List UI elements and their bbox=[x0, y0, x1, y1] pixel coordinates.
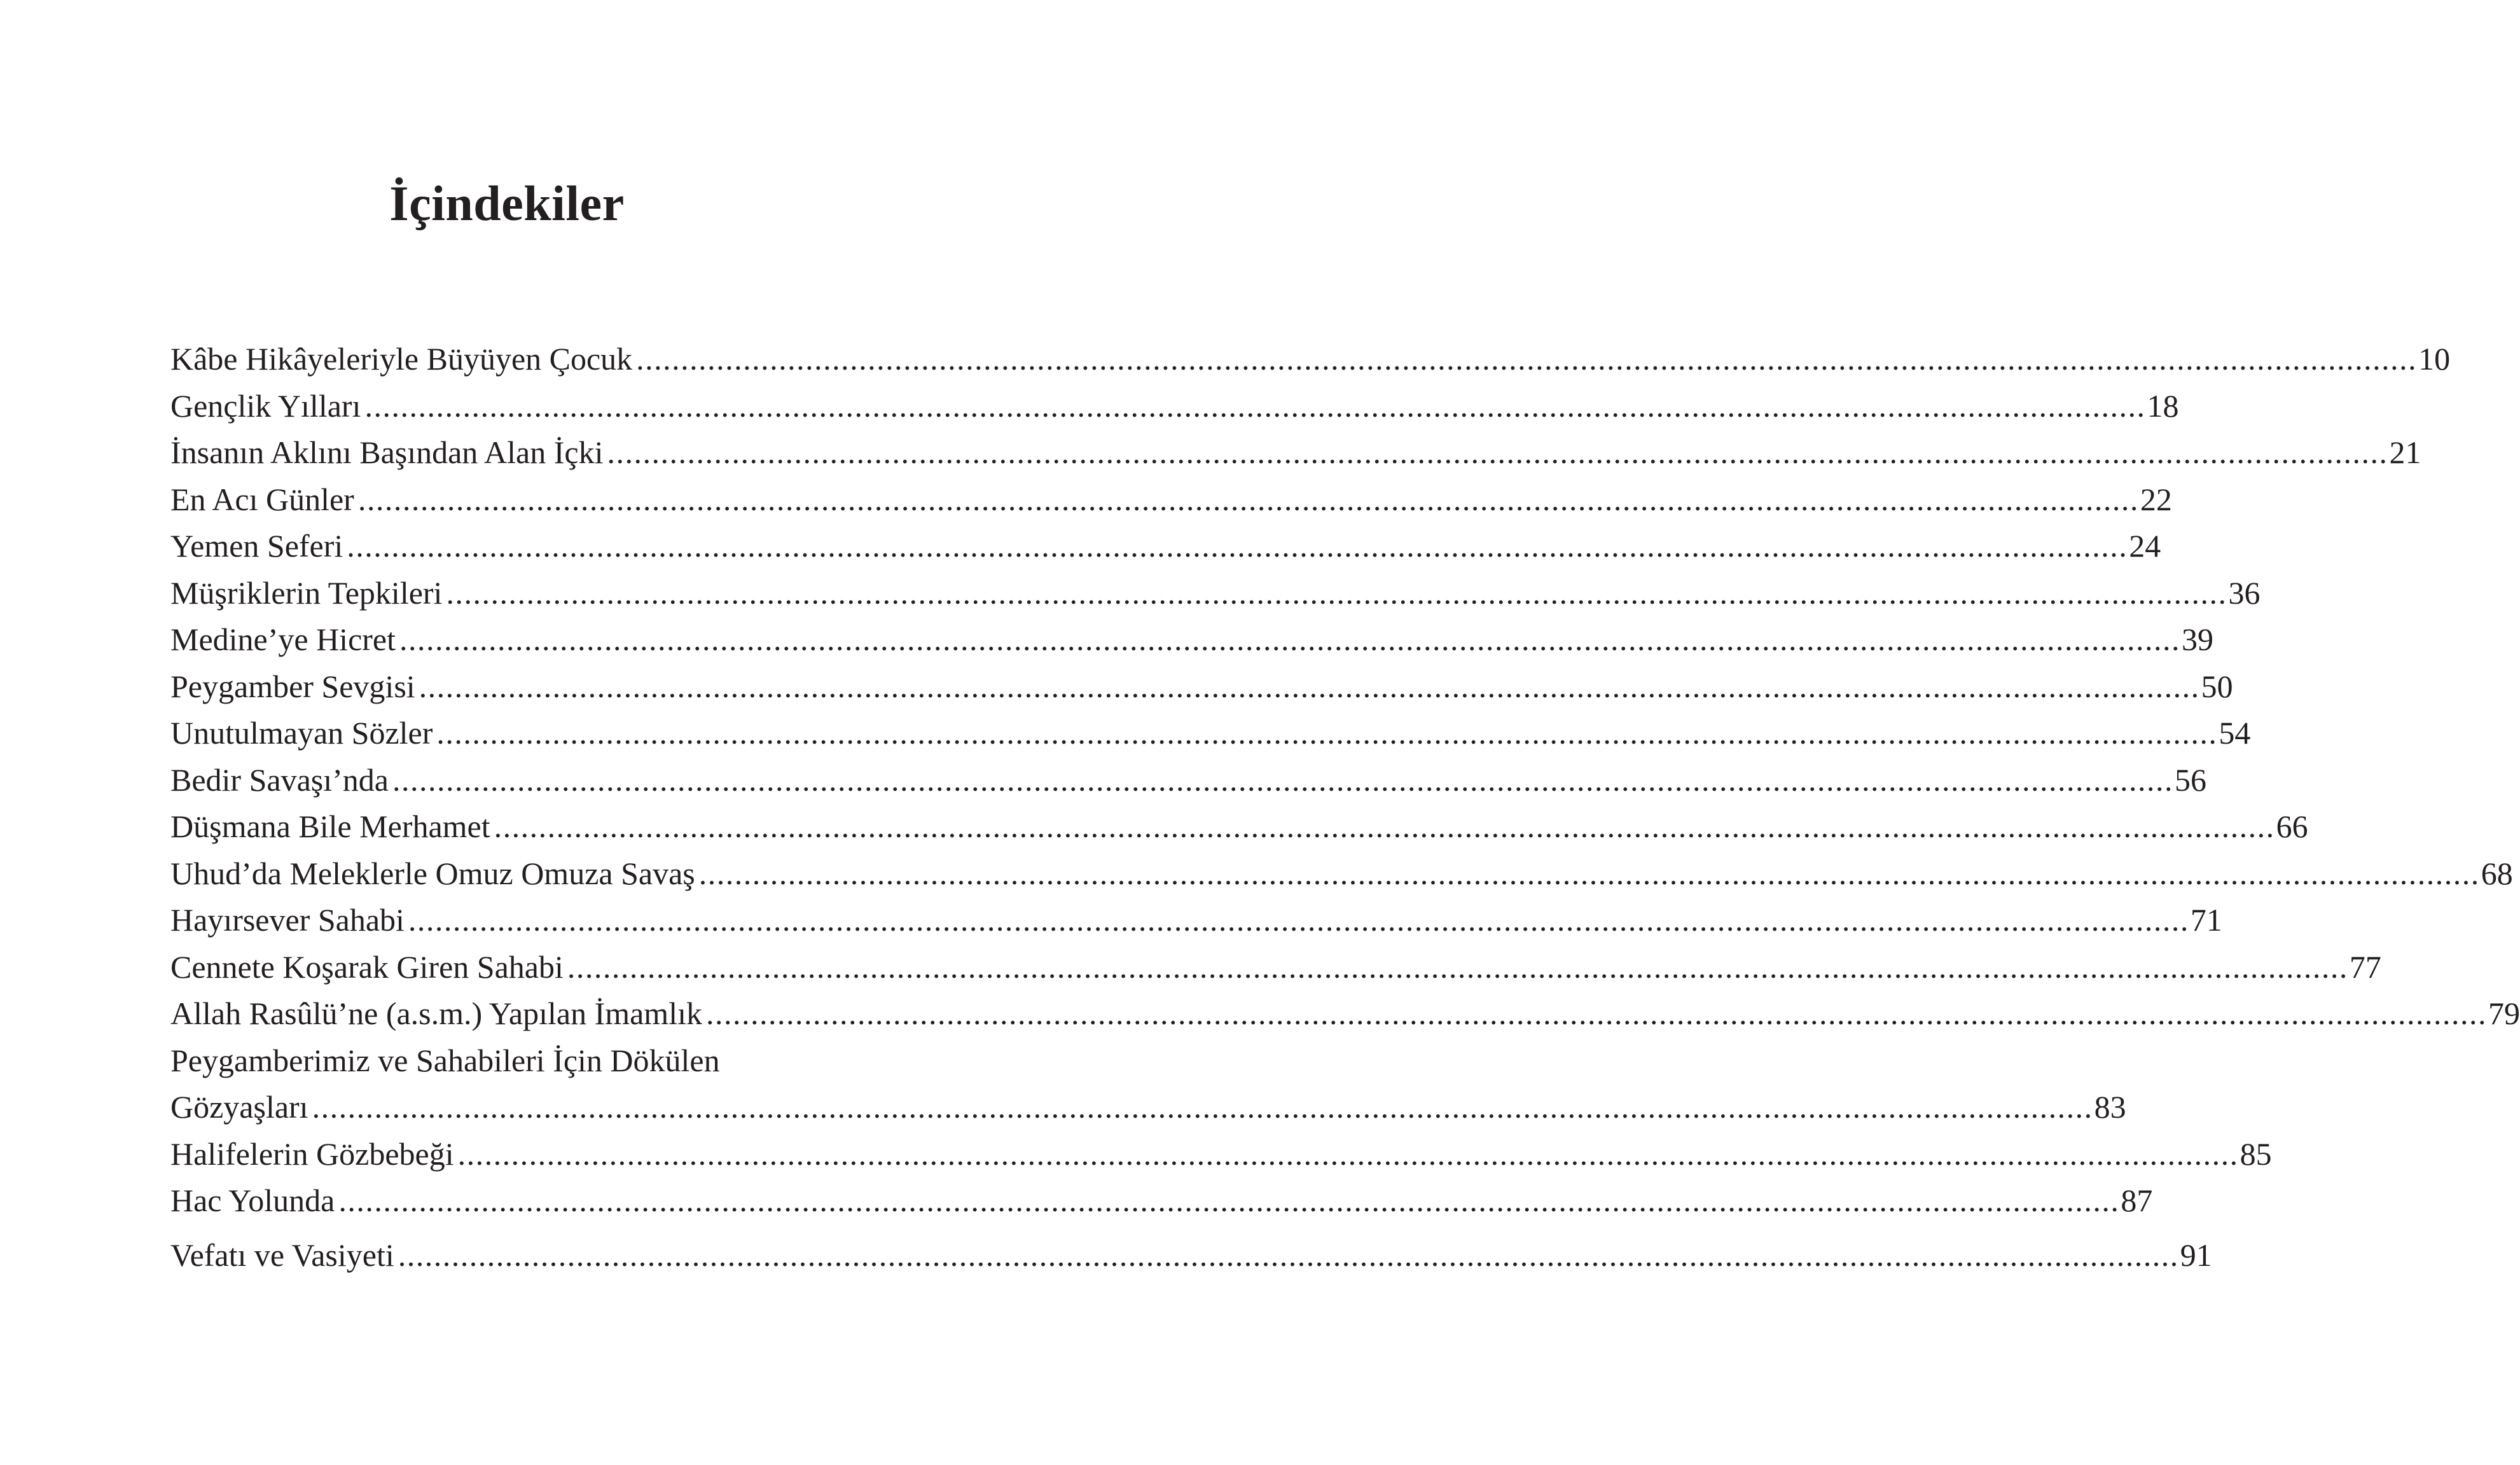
dot-leader bbox=[358, 476, 2139, 524]
toc-entry-title: Müşriklerin Tepkileri bbox=[170, 574, 443, 611]
toc-page-number: 68 bbox=[2481, 855, 2513, 891]
table-of-contents bbox=[170, 336, 2520, 1279]
dot-leader bbox=[347, 523, 2128, 570]
toc-entry-title: Uhud’da Meleklerle Omuz Omuza Savaş bbox=[170, 855, 695, 891]
toc-entry-title-line2: Gözyaşları bbox=[170, 1089, 308, 1125]
dot-leader bbox=[607, 429, 2388, 476]
dot-leader bbox=[392, 757, 2173, 804]
toc-entry[interactable] bbox=[170, 710, 2251, 757]
toc-page-number: 18 bbox=[2147, 387, 2179, 424]
dot-leader bbox=[567, 944, 2348, 991]
toc-entry-title: Kâbe Hikâyeleriyle Büyüyen Çocuk bbox=[170, 341, 633, 377]
toc-entry-title: Halifelerin Gözbebeği bbox=[170, 1135, 454, 1172]
toc-entry[interactable] bbox=[170, 897, 2222, 944]
dot-leader bbox=[436, 710, 2217, 757]
toc-entry[interactable] bbox=[170, 1131, 2272, 1178]
toc-entry-title: Bedir Savaşı’nda bbox=[170, 761, 389, 798]
toc-page-number: 71 bbox=[2190, 902, 2222, 938]
toc-entry[interactable] bbox=[170, 476, 2172, 524]
toc-page-number: 87 bbox=[2121, 1183, 2153, 1218]
toc-entry[interactable] bbox=[170, 523, 2161, 570]
toc-entry-title: Düşmana Bile Merhamet bbox=[170, 809, 490, 844]
toc-entry-title: Hayırsever Sahabi bbox=[170, 902, 405, 938]
page-title: İçindekiler bbox=[389, 176, 625, 231]
dot-leader bbox=[399, 616, 2180, 663]
dot-leader bbox=[494, 803, 2275, 851]
toc-page-number: 91 bbox=[2180, 1237, 2212, 1273]
dot-leader bbox=[364, 383, 2145, 430]
dot-leader bbox=[706, 990, 2487, 1038]
toc-entry-title: Allah Rasûlü’ne (a.s.m.) Yapılan İmamlık bbox=[170, 996, 702, 1031]
toc-page-number: 56 bbox=[2174, 761, 2206, 798]
toc-entry[interactable] bbox=[170, 990, 2520, 1038]
toc-entry[interactable] bbox=[170, 663, 2233, 711]
toc-entry-title: Cennete Koşarak Giren Sahabi bbox=[170, 948, 564, 985]
toc-entry[interactable] bbox=[170, 944, 2381, 991]
dot-leader bbox=[419, 663, 2200, 711]
toc-page-number: 22 bbox=[2140, 481, 2172, 517]
toc-entry-title: Medine’ye Hicret bbox=[170, 621, 396, 657]
toc-page-number: 66 bbox=[2276, 809, 2308, 844]
toc-page-number: 24 bbox=[2129, 528, 2161, 564]
toc-page-number: 10 bbox=[2418, 341, 2451, 377]
toc-page-number: 36 bbox=[2228, 574, 2260, 611]
dot-leader bbox=[699, 851, 2480, 898]
dot-leader bbox=[312, 1084, 2093, 1131]
toc-entry-title: Unutulmayan Sözler bbox=[170, 715, 433, 751]
toc-entry[interactable] bbox=[170, 803, 2308, 851]
toc-entry[interactable] bbox=[170, 383, 2179, 430]
toc-entry-title: En Acı Günler bbox=[170, 481, 354, 517]
dot-leader bbox=[398, 1232, 2179, 1279]
toc-page-number: 77 bbox=[2349, 948, 2381, 985]
dot-leader bbox=[408, 897, 2189, 944]
toc-entry-two-line[interactable] bbox=[170, 1038, 2126, 1131]
toc-entry[interactable] bbox=[170, 757, 2206, 804]
dot-leader bbox=[636, 336, 2417, 383]
toc-entry-title-line1: Peygamberimiz ve Sahabileri İçin Dökülen bbox=[170, 1042, 720, 1078]
toc-entry[interactable] bbox=[170, 429, 2421, 476]
toc-entry-title: Vefatı ve Vasiyeti bbox=[170, 1237, 394, 1273]
toc-entry[interactable] bbox=[170, 851, 2513, 898]
toc-entry-title: Gençlik Yılları bbox=[170, 387, 361, 424]
toc-page-number: 85 bbox=[2240, 1135, 2272, 1172]
dot-leader bbox=[446, 570, 2227, 617]
dot-leader bbox=[338, 1177, 2119, 1225]
toc-entry-title: Yemen Seferi bbox=[170, 528, 343, 564]
toc-page-number: 83 bbox=[2094, 1089, 2126, 1125]
toc-entry[interactable] bbox=[170, 570, 2260, 617]
dot-leader bbox=[458, 1131, 2239, 1178]
toc-entry-title: Hac Yolunda bbox=[170, 1183, 335, 1218]
toc-entry-title: Peygamber Sevgisi bbox=[170, 668, 415, 704]
toc-page-number: 79 bbox=[2488, 996, 2520, 1031]
toc-page-number: 50 bbox=[2201, 668, 2233, 704]
toc-page-number: 21 bbox=[2389, 434, 2421, 470]
toc-page-number: 39 bbox=[2182, 621, 2214, 657]
toc-entry-title: İnsanın Aklını Başından Alan İçki bbox=[170, 434, 604, 470]
toc-entry[interactable] bbox=[170, 1232, 2212, 1279]
toc-entry[interactable] bbox=[170, 1177, 2153, 1225]
toc-entry[interactable] bbox=[170, 336, 2451, 383]
toc-entry[interactable] bbox=[170, 616, 2214, 663]
toc-page-number: 54 bbox=[2219, 715, 2251, 751]
